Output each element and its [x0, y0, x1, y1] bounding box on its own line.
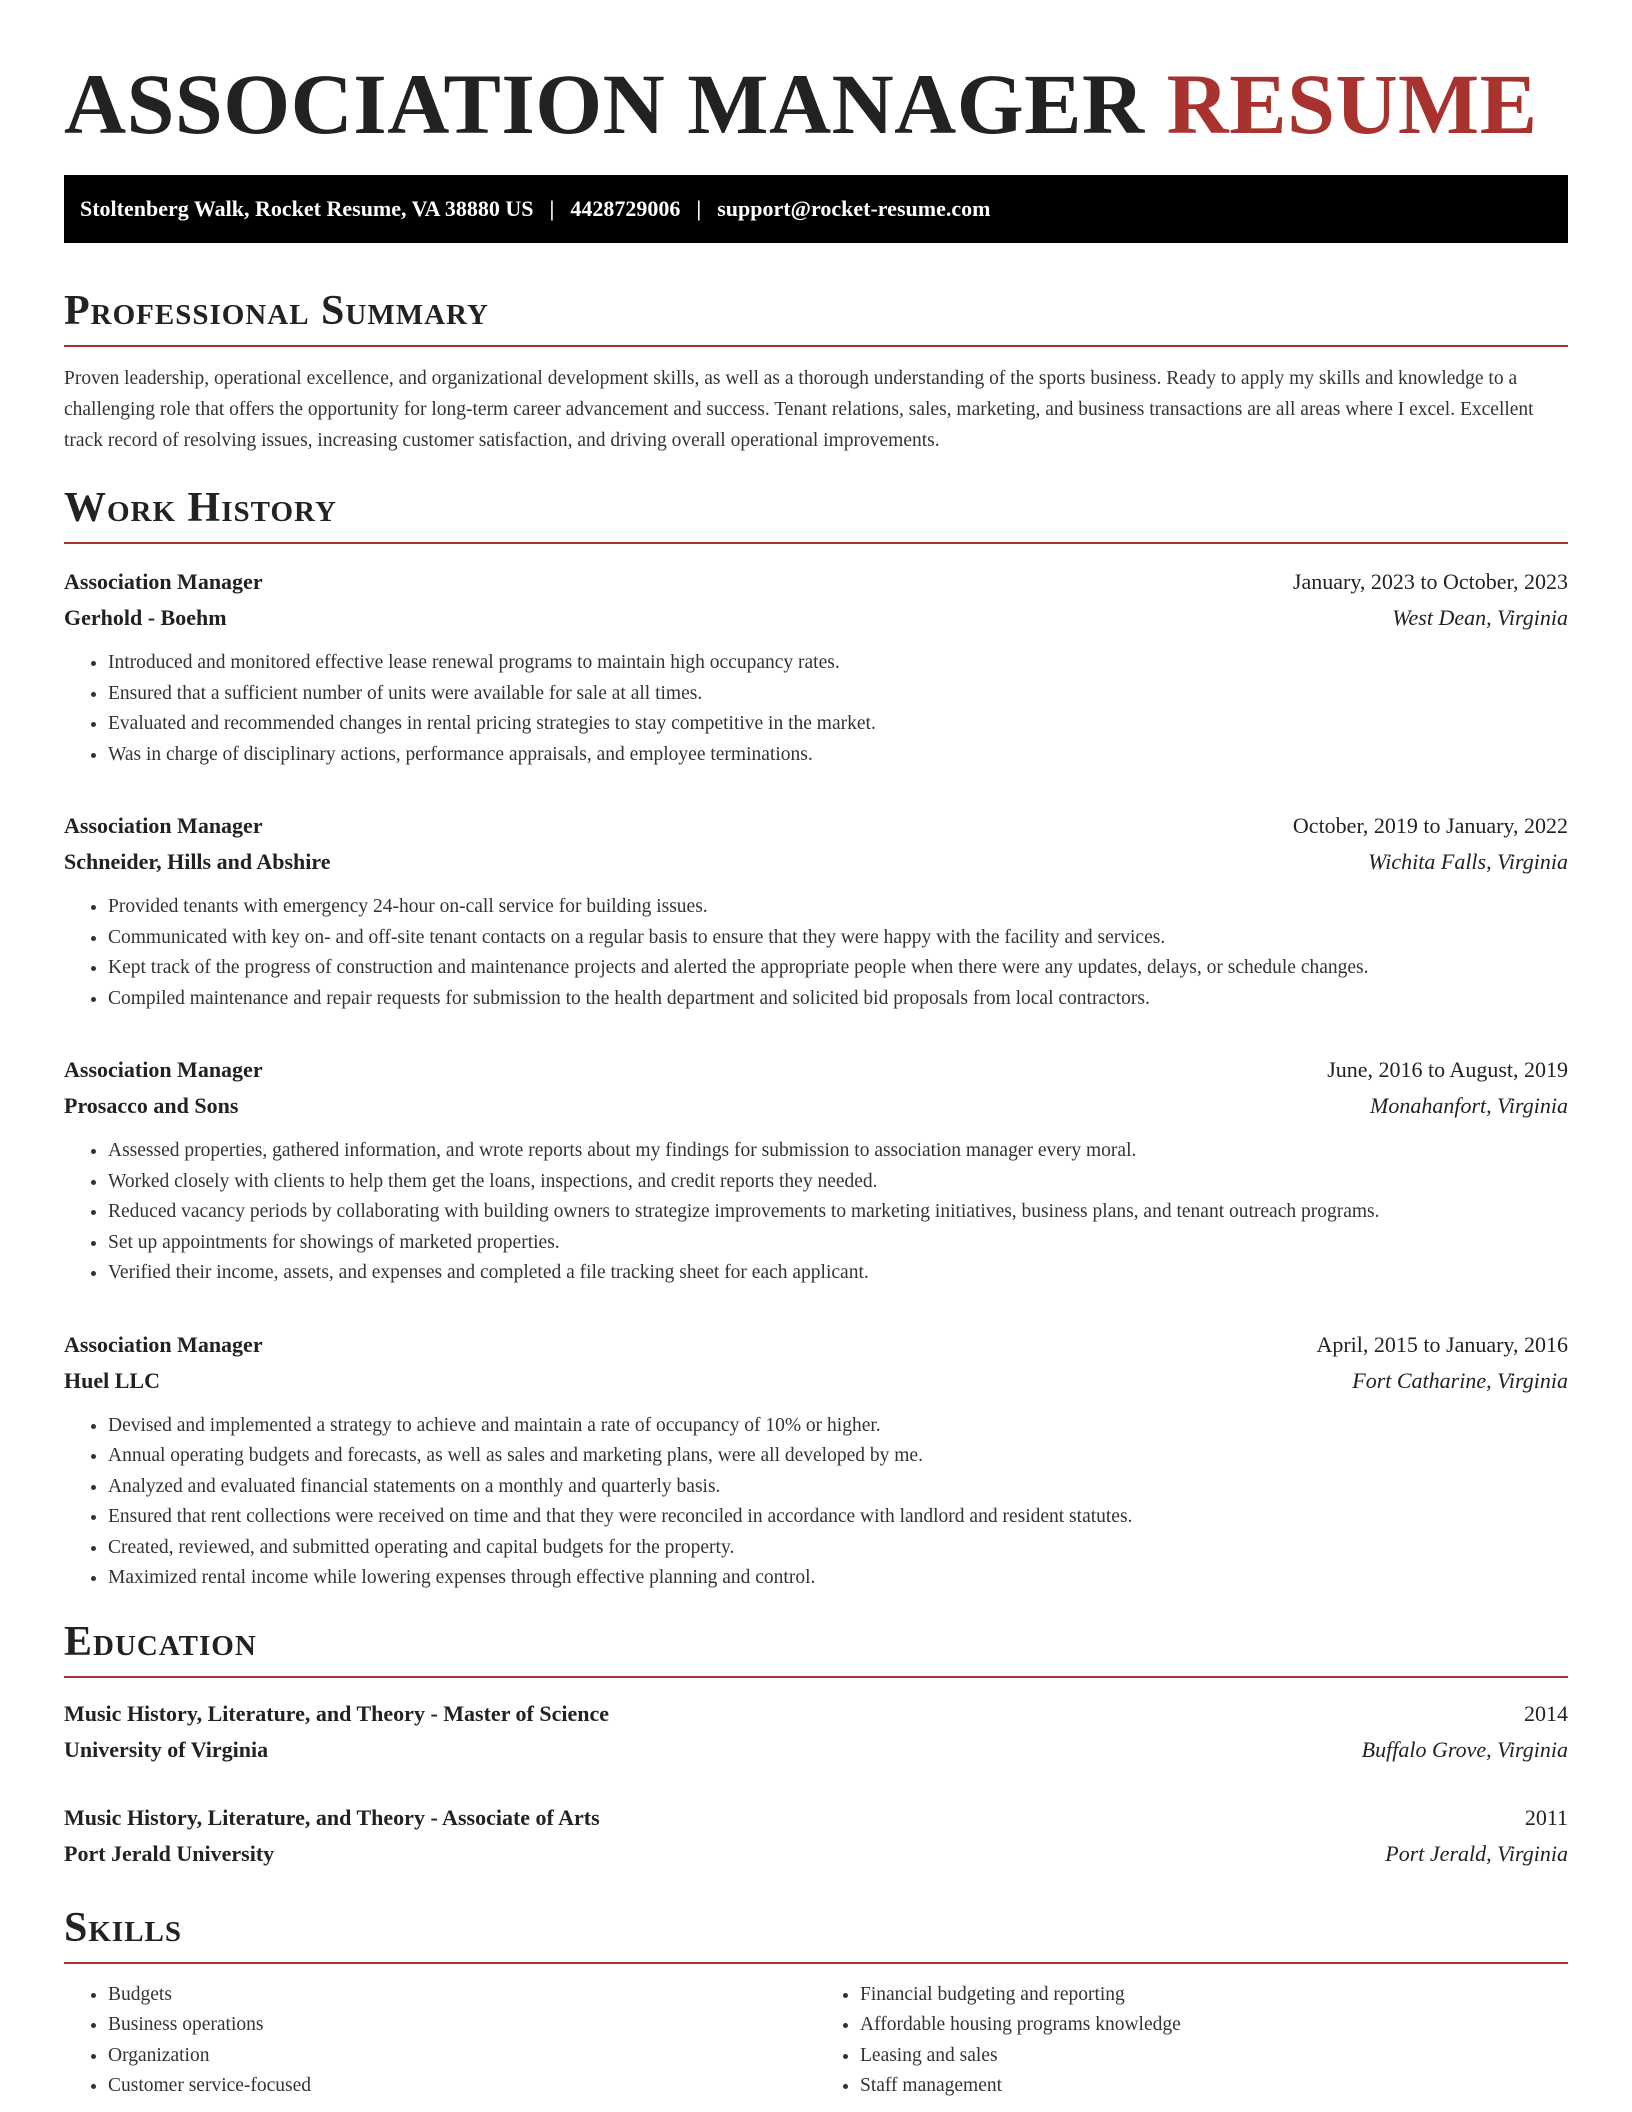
job-bullet: • Introduced and monitored effective lease renewal programs to maintain high occupancy rates. [108, 648, 1568, 679]
skills-section [64, 1902, 1568, 2102]
contact-bar [64, 175, 1568, 243]
skill-item: • Affordable housing programs knowledge [860, 2010, 1568, 2041]
job-dates: June, 2016 to August, 2019 [1327, 1057, 1568, 1082]
job-entry [64, 564, 1568, 770]
job-bullet: • Reduced vacancy periods by collaborating with building owners to strategize improvements to marketing initiatives, business plans, and tenant outreach programs. [108, 1197, 1568, 1228]
education-year: 2011 [1524, 1804, 1568, 1830]
education-degree: Music History, Literature, and Theory - Associate of Arts [64, 1804, 600, 1830]
education-entry [64, 1800, 1568, 1872]
job-bullet: • Annual operating budgets and forecasts, as well as sales and marketing plans, were all developed by me. [108, 1441, 1568, 1472]
job-header-row [64, 1052, 1568, 1088]
job-bullet: • Assessed properties, gathered information, and wrote reports about my findings for submission to association manager every moral. [108, 1136, 1568, 1167]
title-accent: RESUME [1166, 56, 1538, 152]
section-divider [64, 345, 1568, 347]
skill-item: • Leasing and sales [860, 2041, 1568, 2072]
education-school: Port Jerald University [64, 1840, 275, 1866]
education-section [64, 1616, 1568, 1872]
job-bullet: • Kept track of the progress of construction and maintenance projects and alerted the appropriate people when there were any updates, delays, or schedule changes. [108, 953, 1568, 984]
job-bullet: • Compiled maintenance and repair requests for submission to the health department and solicited bid proposals from local contractors. [108, 984, 1568, 1015]
job-entry [64, 1327, 1568, 1594]
contact-phone: 4428729006 [570, 196, 681, 221]
job-bullet: • Ensured that a sufficient number of units were available for sale at all times. [108, 679, 1568, 710]
skill-item: • Business operations [108, 2010, 816, 2041]
job-bullet: • Verified their income, assets, and expenses and completed a file tracking sheet for each applicant. [108, 1258, 1568, 1289]
job-title: Association Manager [64, 569, 263, 594]
job-bullets [64, 892, 1568, 1014]
job-bullet: • Was in charge of disciplinary actions, performance appraisals, and employee terminations. [108, 740, 1568, 771]
section-divider [64, 1676, 1568, 1678]
job-company: Gerhold - Boehm [64, 605, 227, 630]
contact-separator: | [549, 196, 555, 221]
skill-item: • Staff management [860, 2071, 1568, 2102]
section-heading-education: Education [64, 1618, 257, 1665]
job-bullets [64, 1411, 1568, 1594]
job-header-row [64, 808, 1568, 844]
job-bullet: • Evaluated and recommended changes in rental pricing strategies to stay competitive in the market. [108, 709, 1568, 740]
job-bullet: • Provided tenants with emergency 24-hour on-call service for building issues. [108, 892, 1568, 923]
section-heading-work: Work History [64, 485, 337, 531]
job-bullet: • Created, reviewed, and submitted operating and capital budgets for the property. [108, 1533, 1568, 1564]
job-header-row [64, 1327, 1568, 1363]
job-title: Association Manager [64, 1331, 263, 1357]
job-title: Association Manager [64, 1057, 263, 1082]
job-title: Association Manager [64, 813, 263, 838]
section-divider [64, 542, 1568, 544]
job-bullet: • Worked closely with clients to help them get the loans, inspections, and credit reports they needed. [108, 1167, 1568, 1198]
job-company-row [64, 1363, 1568, 1399]
skills-column-right [816, 1980, 1568, 2102]
education-degree: Music History, Literature, and Theory - Master of Science [64, 1700, 610, 1726]
section-heading-summary: Professional Summary [64, 288, 489, 334]
job-company-row [64, 600, 1568, 636]
job-dates: April, 2015 to January, 2016 [1316, 1331, 1568, 1357]
job-bullets [64, 1136, 1568, 1289]
job-company: Huel LLC [64, 1367, 160, 1393]
job-entry [64, 808, 1568, 1014]
education-school: University of Virginia [64, 1736, 269, 1762]
job-company-row [64, 844, 1568, 880]
job-bullet: • Analyzed and evaluated financial statements on a monthly and quarterly basis. [108, 1472, 1568, 1503]
section-heading-skills: Skills [64, 1904, 183, 1951]
title-main: ASSOCIATION MANAGER [64, 56, 1145, 152]
contact-address: Stoltenberg Walk, Rocket Resume, VA 38880 US [80, 196, 534, 221]
skill-item: • Organization [108, 2041, 816, 2072]
contact-separator: | [696, 196, 702, 221]
job-company-row [64, 1088, 1568, 1124]
job-bullets [64, 648, 1568, 770]
job-company: Schneider, Hills and Abshire [64, 849, 331, 874]
education-entry [64, 1696, 1568, 1768]
education-school-row [64, 1836, 1568, 1872]
education-year: 2014 [1524, 1700, 1568, 1726]
contact-email: support@rocket-resume.com [717, 196, 991, 221]
education-location: Buffalo Grove, Virginia [1361, 1736, 1568, 1762]
job-dates: October, 2019 to January, 2022 [1292, 813, 1568, 838]
job-header-row [64, 564, 1568, 600]
job-entry [64, 1052, 1568, 1289]
job-location: Fort Catharine, Virginia [1352, 1367, 1568, 1393]
job-bullet: • Communicated with key on- and off-site tenant contacts on a regular basis to ensure that they were happy with the facility and services. [108, 923, 1568, 954]
job-location: West Dean, Virginia [1392, 605, 1568, 630]
education-degree-row [64, 1800, 1568, 1836]
summary-section [64, 285, 1568, 456]
education-location: Port Jerald, Virginia [1385, 1840, 1568, 1866]
skill-item: • Budgets [108, 1980, 816, 2011]
job-location: Wichita Falls, Virginia [1368, 849, 1568, 874]
job-bullet: • Maximized rental income while lowering expenses through effective planning and control. [108, 1563, 1568, 1594]
work-history-section [64, 482, 1568, 1594]
resume-title [64, 0, 1568, 150]
job-company: Prosacco and Sons [64, 1093, 239, 1118]
job-bullet: • Set up appointments for showings of marketed properties. [108, 1228, 1568, 1259]
summary-text: Proven leadership, operational excellence, and organizational development skills, as well as a thorough understanding of the sports business. Ready to apply my skills and knowledge to a challenging role that offers the opportunity for long-term career advancement and success. Tenant relations, sales, marketing, and business transactions are all areas where I excel. Excellent track record of resolving issues, increasing customer satisfaction, and driving overall operational improvements. [64, 368, 1534, 451]
job-location: Monahanfort, Virginia [1370, 1093, 1568, 1118]
education-school-row [64, 1732, 1568, 1768]
skills-grid [64, 1980, 1568, 2102]
skills-column-left [64, 1980, 816, 2102]
section-divider [64, 1962, 1568, 1964]
job-bullet: • Ensured that rent collections were received on time and that they were reconciled in accordance with landlord and resident statutes. [108, 1502, 1568, 1533]
education-degree-row [64, 1696, 1568, 1732]
job-dates: January, 2023 to October, 2023 [1292, 569, 1568, 594]
job-bullet: • Devised and implemented a strategy to achieve and maintain a rate of occupancy of 10% or higher. [108, 1411, 1568, 1442]
skill-item: • Financial budgeting and reporting [860, 1980, 1568, 2011]
skill-item: • Customer service-focused [108, 2071, 816, 2102]
